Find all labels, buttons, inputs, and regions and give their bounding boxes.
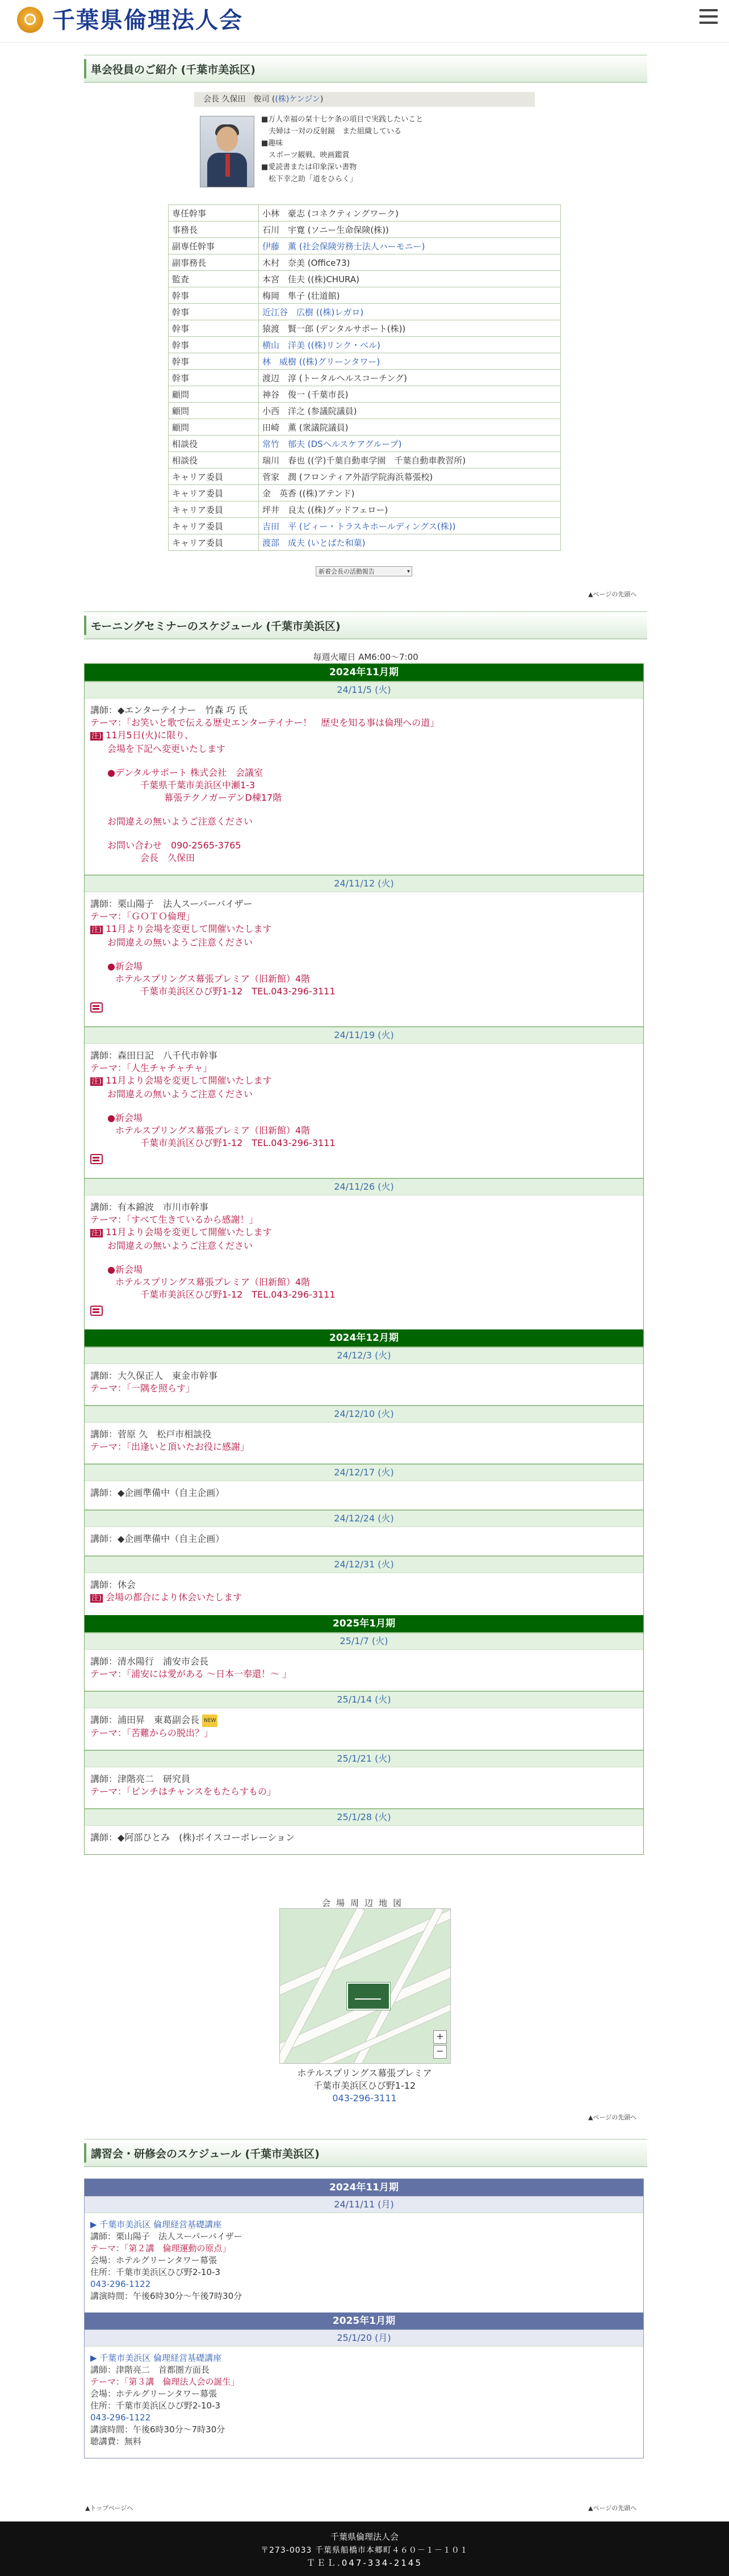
officer-role: キャリア委員 xyxy=(169,534,259,551)
training-schedule xyxy=(84,2178,644,2458)
officer-name[interactable]: 林 威樹 ((株)グリーンタワー) xyxy=(259,353,561,370)
month-header: 2024年12月期 xyxy=(85,1329,643,1346)
officer-name: 坪井 良太 ((株)グッドフェロー) xyxy=(259,501,561,518)
president-bar: 会長 久保田 俊司 ((株)ケンジン) xyxy=(194,92,535,107)
officer-role: 幹事 xyxy=(169,304,259,320)
officer-name: 梅岡 隼子 (壮道館) xyxy=(259,287,561,304)
date-header: 24/11/11 (月) xyxy=(85,2196,643,2213)
officer-row xyxy=(169,469,561,485)
zoom-out-button[interactable]: − xyxy=(433,2045,447,2059)
notice-icon[interactable] xyxy=(90,1002,103,1013)
officer-row xyxy=(169,370,561,386)
zoom-in-button[interactable]: + xyxy=(433,2030,447,2044)
page-top-link[interactable]: ▲ページの先頭へ xyxy=(588,591,637,598)
officer-name: 金 英香 ((株)アテンド) xyxy=(259,485,561,501)
officer-row xyxy=(169,205,561,221)
seminar-entry: 講師：◆企画準備中（自主企画） xyxy=(90,1533,225,1544)
officer-role: 顧問 xyxy=(169,386,259,403)
officer-row xyxy=(169,221,561,238)
officer-role: キャリア委員 xyxy=(169,485,259,501)
officer-row xyxy=(169,501,561,518)
training-entry: ▶ 千葉市美浜区 倫理経営基礎講座 講師：津階亮二 首都圏方面長 テーマ：「第３講 倫理法人会の誕生」 会場：ホテルグリーンタワー幕張 住所：千葉市美浜区ひび野2-10-3 043-296-1122 講演時間：午後6時30分〜7時30分 聴講費：無料 xyxy=(90,2353,240,2447)
logo-icon[interactable] xyxy=(17,7,43,33)
officer-row xyxy=(169,353,561,370)
officer-name: 田崎 薫 (衆議院議員) xyxy=(259,419,561,436)
archive-select[interactable]: 新着会長の活動報告 ▾ xyxy=(316,566,412,576)
top-page-link[interactable]: ▲トップページへ xyxy=(85,2504,133,2512)
officer-role: キャリア委員 xyxy=(169,469,259,485)
officer-name: 渡辺 淳 (トータルヘルスコーチング) xyxy=(259,370,561,386)
footer-name: 千葉県倫理法人会 xyxy=(330,2532,399,2542)
date-header: 25/1/28 (火) xyxy=(85,1808,643,1826)
site-title[interactable]: 千葉県倫理法人会 xyxy=(52,7,243,34)
officer-row xyxy=(169,386,561,403)
site-header xyxy=(0,0,729,43)
officer-name[interactable]: 常竹 郁夫 (DSヘルスケアグループ) xyxy=(259,436,561,452)
officer-row xyxy=(169,518,561,534)
president-company-link[interactable]: (株)ケンジン xyxy=(275,95,320,104)
officer-name: 猿渡 賢一郎 (デンタルサポート(株)) xyxy=(259,320,561,337)
officer-role: 幹事 xyxy=(169,320,259,337)
officer-role: キャリア委員 xyxy=(169,501,259,518)
officer-name[interactable]: 渡部 成夫 (いとばた和菓) xyxy=(259,534,561,551)
officer-role: 幹事 xyxy=(169,337,259,353)
officer-name: 菅家 潤 (フロンティア外語学院海浜幕張校) xyxy=(259,469,561,485)
president-photo xyxy=(200,116,254,187)
officer-name[interactable]: 近江谷 広樹 ((株)レガロ) xyxy=(259,304,561,320)
seminar-entry: 講師：有本錦波 市川市幹事 テーマ：「すべて生きているから感謝！」 注) 11月より会場を変更して開催いたします お間違えの無いようご注意ください ●新会場 ホテルスプリングス幕張プレミア（旧新館）4階 千葉市美浜区ひび野1-12 TEL.043-296-3111 xyxy=(85,1195,643,1329)
officer-role: 事務長 xyxy=(169,221,259,238)
date-header: 24/12/17 (火) xyxy=(85,1463,643,1481)
officer-role: 副事務長 xyxy=(169,254,259,271)
officer-row xyxy=(169,403,561,419)
officer-role: 監査 xyxy=(169,271,259,287)
month-header: 2024年11月期 xyxy=(85,2179,643,2196)
officers-heading: 単会役員のご紹介 (千葉市美浜区) xyxy=(84,55,647,83)
officer-name: 小林 豪志 (コネクティングワーク) xyxy=(259,205,561,221)
officer-name: 神谷 俊一 (千葉市長) xyxy=(259,386,561,403)
date-header: 24/11/12 (火) xyxy=(85,875,643,892)
officer-row xyxy=(169,320,561,337)
new-badge: NEW xyxy=(202,1714,217,1727)
map-title: 会場周辺地図 xyxy=(321,1898,407,1908)
date-header: 24/11/5 (火) xyxy=(85,681,643,699)
training-tel-link[interactable]: 043-296-1122 xyxy=(90,2412,151,2423)
date-header: 25/1/7 (火) xyxy=(85,1632,643,1650)
officer-role: 幹事 xyxy=(169,353,259,370)
seminar-entry: 講師：清水陽行 浦安市会長 テーマ：「浦安には愛がある ～日本一奉還！～ 」 xyxy=(90,1656,292,1679)
seminar-entry: 講師：◆企画準備中（自主企画） xyxy=(90,1487,225,1498)
venue-map[interactable] xyxy=(279,1908,451,2064)
officer-role: 副専任幹事 xyxy=(169,238,259,254)
page-top-link[interactable]: ▲ページの先頭へ xyxy=(588,2504,637,2512)
officer-row xyxy=(169,436,561,452)
date-header: 24/12/31 (火) xyxy=(85,1555,643,1573)
seminar-entry: 講師：菅原 久 松戸市相談役 テーマ：「出逢いと頂いたお役に感謝」 xyxy=(90,1429,250,1452)
date-header: 25/1/14 (火) xyxy=(85,1691,643,1708)
venue-marker[interactable] xyxy=(347,1983,390,2010)
date-header: 25/1/20 (月) xyxy=(85,2330,643,2347)
officer-row xyxy=(169,271,561,287)
training-title-link[interactable]: ▶ 千葉市美浜区 倫理経営基礎講座 xyxy=(90,2219,222,2230)
officer-name: 木村 奈美 (Office73) xyxy=(259,254,561,271)
officer-row xyxy=(169,452,561,469)
officer-role: 顧問 xyxy=(169,419,259,436)
officer-name: 本宮 佳夫 ((株)CHURA) xyxy=(259,271,561,287)
footer-address: 〒273-0033 千葉県船橋市本郷町４６０－１－１０１ xyxy=(261,2546,468,2555)
map-venue-name: ホテルスプリングス幕張プレミア xyxy=(297,2068,432,2079)
month-header: 2024年11月期 xyxy=(85,664,643,681)
training-entry: ▶ 千葉市美浜区 倫理経営基礎講座 講師：栗山陽子 法人スーパーバイザー テーマ：「第２講 倫理運動の原点」 会場：ホテルグリーンタワー幕張 住所：千葉市美浜区ひび野2-10-3 043-296-1122 講演時間：午後6時30分〜午後7時30分 xyxy=(90,2219,242,2301)
date-header: 24/12/24 (火) xyxy=(85,1509,643,1527)
seminar-heading: モーニングセミナーのスケジュール (千葉市美浜区) xyxy=(84,611,647,639)
schedule-time: 毎週火曜日 AM6:00〜7:00 xyxy=(313,652,418,662)
officer-row xyxy=(169,254,561,271)
officer-row xyxy=(169,337,561,353)
month-header: 2025年1月期 xyxy=(85,2312,643,2330)
seminar-schedule xyxy=(84,663,644,1855)
officer-role: キャリア委員 xyxy=(169,518,259,534)
notice-icon[interactable] xyxy=(90,1154,103,1164)
officer-row xyxy=(169,238,561,254)
officer-role: 顧問 xyxy=(169,403,259,419)
footer-tel[interactable]: ＴＥＬ.047-334-2145 xyxy=(306,2558,423,2568)
officer-name: 石川 宇寛 (ソニー生命保険(株)) xyxy=(259,221,561,238)
seminar-entry: 講師：栗山陽子 法人スーパーバイザー テーマ：「ＧＯＴＯ倫理」 注) 11月より会場を変更して開催いたします お間違えの無いようご注意ください ●新会場 ホテルスプリングス幕張プレミア（旧新館）4階 千葉市美浜区ひび野1-12 TEL.043-296-3111 xyxy=(85,892,643,1026)
officer-row xyxy=(169,534,561,551)
officer-row xyxy=(169,485,561,501)
date-header: 24/11/26 (火) xyxy=(85,1178,643,1195)
training-tel-link[interactable]: 043-296-1122 xyxy=(90,2279,151,2289)
officer-name[interactable]: 伊藤 薫 (社会保険労務士法人ハーモニー) xyxy=(259,238,561,254)
seminar-entry: 講師：休会 注) 会場の都合により休会いたします xyxy=(90,1579,242,1603)
map-tel-link[interactable]: 043-296-3111 xyxy=(332,2093,397,2104)
month-header: 2025年1月期 xyxy=(85,1615,643,1632)
map-address: 千葉市美浜区ひび野1-12 xyxy=(313,2080,416,2091)
officer-role: 幹事 xyxy=(169,287,259,304)
seminar-entry: 講師：森田日記 八千代市幹事 テーマ：「人生チャチャチャ」 注) 11月より会場を変更して開催いたします お間違えの無いようご注意ください ●新会場 ホテルスプリングス幕張プレミア（旧新館）4階 千葉市美浜区ひび野1-12 TEL.043-296-3111 xyxy=(85,1044,643,1178)
officers-table xyxy=(168,204,561,551)
officer-row xyxy=(169,287,561,304)
officer-role: 相談役 xyxy=(169,452,259,469)
officer-role: 幹事 xyxy=(169,370,259,386)
officer-role: 相談役 xyxy=(169,436,259,452)
officer-name: 瑞川 春也 ((学)千葉自動車学園 千葉自動車教習所) xyxy=(259,452,561,469)
officer-role: 専任幹事 xyxy=(169,205,259,221)
page-top-link[interactable]: ▲ページの先頭へ xyxy=(588,2114,637,2121)
date-header: 24/12/3 (火) xyxy=(85,1346,643,1364)
date-header: 25/1/21 (火) xyxy=(85,1750,643,1767)
seminar-entry: 講師：◆エンターテイナー 竹森 巧 氏 テーマ：「お笑いと歌で伝える歴史エンターテイナー！ 歴史を知る事は倫理への道」 注) 11月5日(火)に限り、 会場を下記へ変更いたします ●デンタルサポート 株式会社 会議室 千葉県千葉市美浜区中瀬1-3 幕張テクノガーデンD棟17階 お間違えの無いようご注意ください お問い合わせ 090-2565-3765 会長 久保田 xyxy=(90,705,439,863)
notice-icon[interactable] xyxy=(90,1306,103,1316)
date-header: 24/11/19 (火) xyxy=(85,1026,643,1044)
officer-row xyxy=(169,419,561,436)
seminar-entry: 講師：◆阿部ひとみ (株)ボイスコーポレーション xyxy=(90,1831,295,1843)
menu-icon[interactable] xyxy=(699,9,718,25)
officer-row xyxy=(169,304,561,320)
president-profile: ■万人幸福の栞十七ケ条の項目で実践したいこと 夫婦は一対の反射鏡 また組織している ■趣味 スポーツ観戦、映画鑑賞 ■愛読書または印象深い書物 松下幸之助「道をひらく」 xyxy=(261,115,424,183)
training-title-link[interactable]: ▶ 千葉市美浜区 倫理経営基礎講座 xyxy=(90,2353,222,2363)
training-heading: 講習会・研修会のスケジュール (千葉市美浜区) xyxy=(84,2139,647,2167)
seminar-entry: 講師：大久保正人 東金市幹事 テーマ：「一隅を照らす」 xyxy=(90,1370,218,1394)
seminar-entry: 講師：津階亮二 研究員 テーマ：「ピンチはチャンスをもたらすもの」 xyxy=(90,1773,276,1797)
seminar-entry: 講師：浦田昇 東葛副会長 NEW テーマ：「苦難からの脱出？」 xyxy=(85,1708,643,1750)
officer-name[interactable]: 吉田 平 (ビィー・トラスキホールディングス(株)) xyxy=(259,518,561,534)
officer-name: 小西 洋之 (参議院議員) xyxy=(259,403,561,419)
date-header: 24/12/10 (火) xyxy=(85,1405,643,1423)
footer xyxy=(0,2521,729,2576)
officer-name[interactable]: 横山 洋美 ((株)リンク・ベル) xyxy=(259,337,561,353)
